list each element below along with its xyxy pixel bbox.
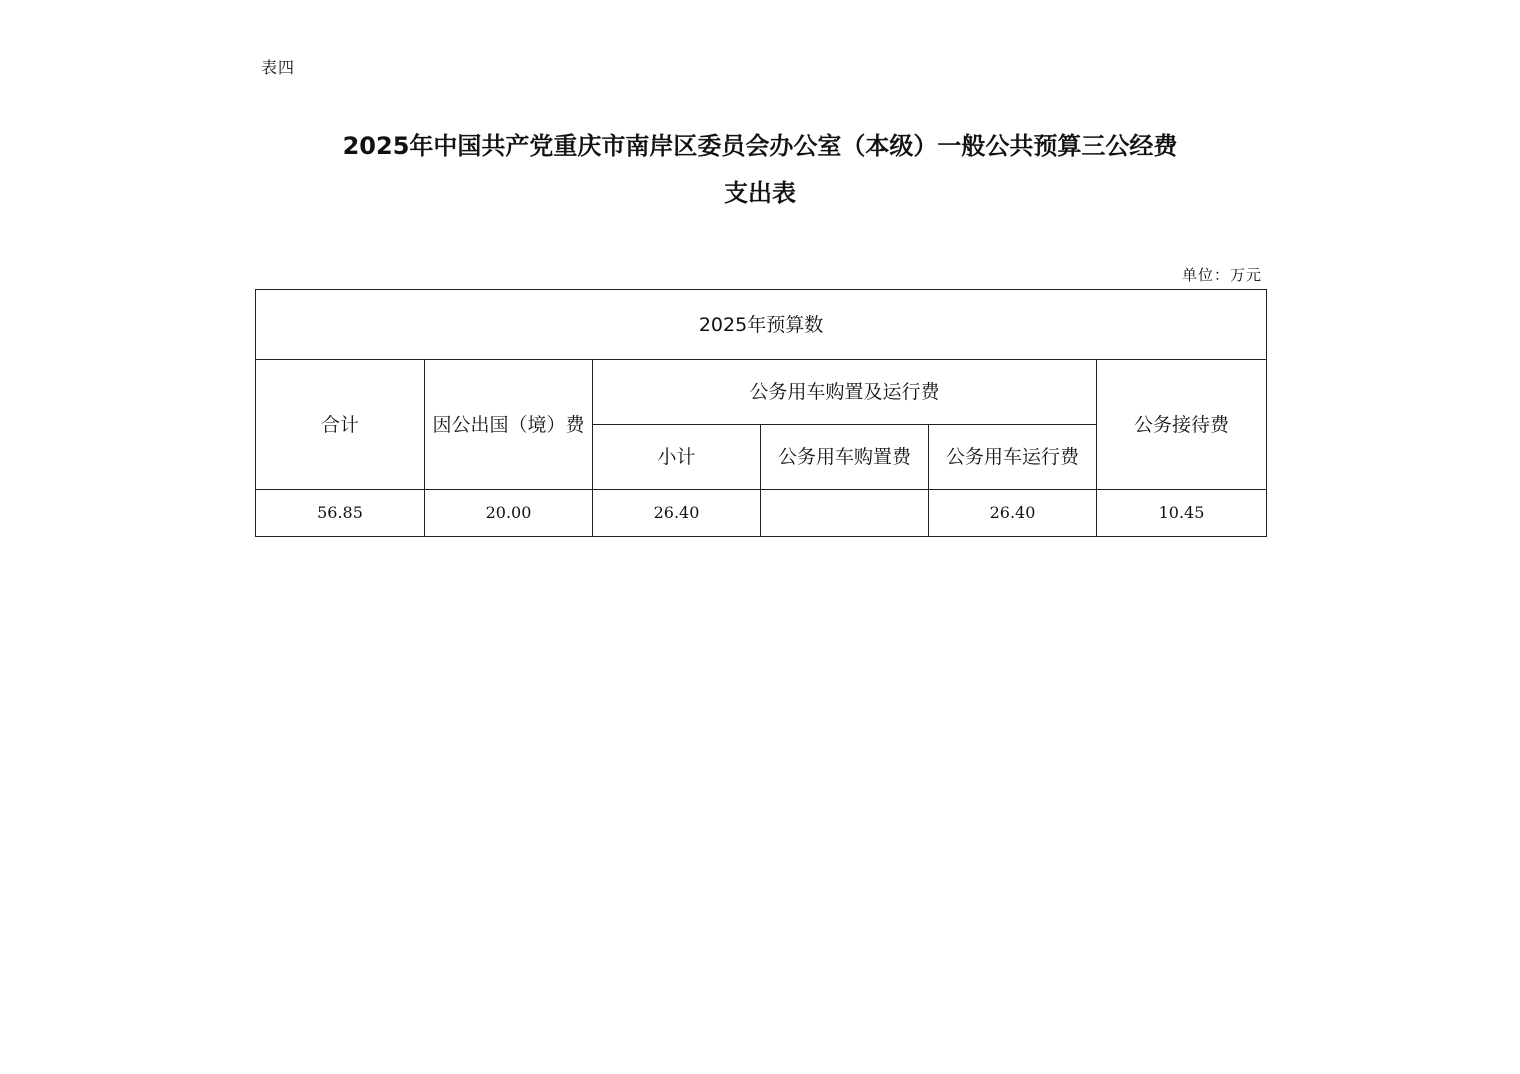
unit-label: 单位：万元 xyxy=(1181,266,1262,284)
budget-table xyxy=(255,289,1267,537)
document-title: 2025年中国共产党重庆市南岸区委员会办公室（本级）一般公共预算三公经费 xyxy=(342,132,1178,160)
table-header-row xyxy=(256,290,1267,360)
budget-year-header: 2025年预算数 xyxy=(256,290,1267,360)
document-title-line2: 支出表 xyxy=(724,179,796,207)
header-vehicle-operation: 公务用车运行费 xyxy=(929,425,1097,490)
header-vehicle-purchase: 公务用车购置费 xyxy=(761,425,929,490)
value-vehicle-purchase xyxy=(761,490,929,537)
value-abroad: 20.00 xyxy=(425,490,593,537)
header-total: 合计 xyxy=(256,360,425,490)
column-header-row xyxy=(256,360,1267,425)
header-subtotal: 小计 xyxy=(593,425,761,490)
header-vehicle-group: 公务用车购置及运行费 xyxy=(593,360,1097,425)
value-total: 56.85 xyxy=(256,490,425,537)
value-vehicle-operation: 26.40 xyxy=(929,490,1097,537)
table-row xyxy=(256,490,1267,537)
table-number: 表四 xyxy=(261,58,296,77)
header-reception: 公务接待费 xyxy=(1097,360,1267,490)
header-abroad: 因公出国（境）费 xyxy=(425,360,593,490)
value-subtotal: 26.40 xyxy=(593,490,761,537)
value-reception: 10.45 xyxy=(1097,490,1267,537)
